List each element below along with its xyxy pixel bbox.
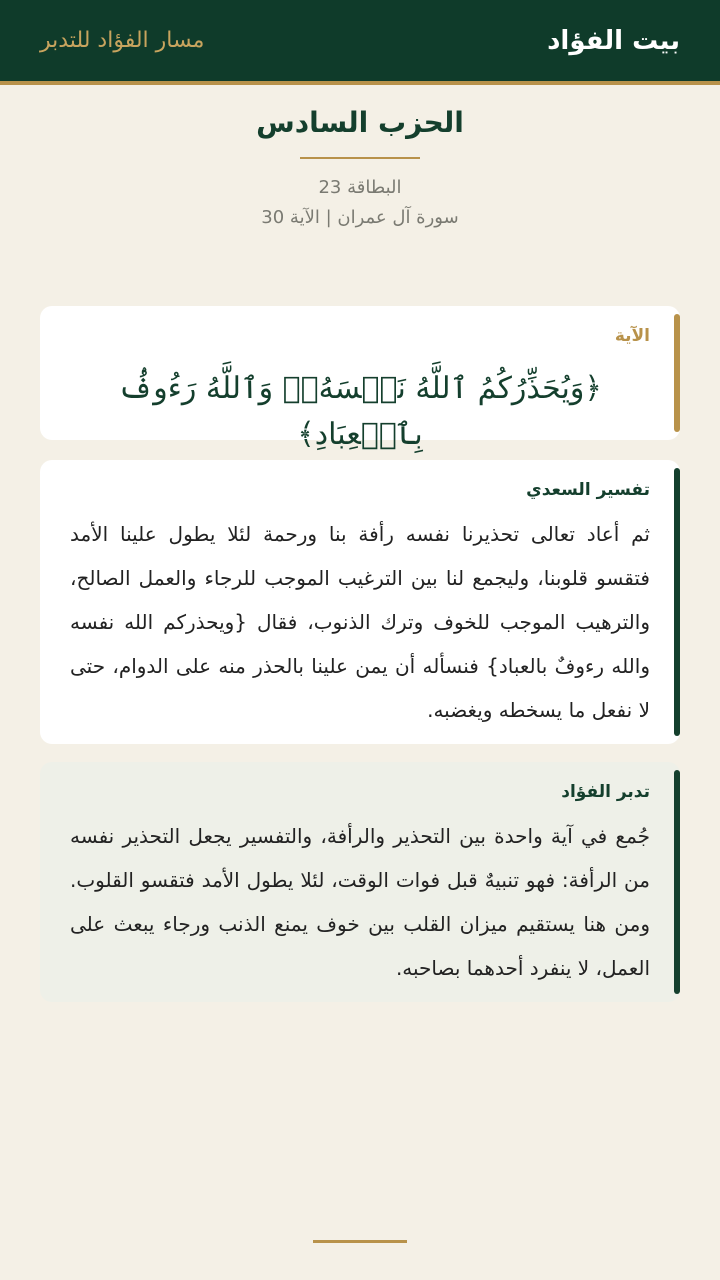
tafsir-card-label: تفسير السعدي	[526, 480, 650, 500]
title-block	[0, 85, 720, 233]
ayah-text: ﴿وَيُحَذِّرُكُمُ ٱللَّهُ نَفۡسَهُۥۗ وَٱللَّهُ رَءُوفُۢ بِٱلۡعِبَادِ﴾	[118, 371, 602, 452]
reflection-card	[40, 762, 680, 1002]
bottom-divider	[313, 1240, 407, 1243]
reflection-card-accent	[674, 770, 680, 994]
surah-location: سورة آل عمران | الآية 30	[261, 207, 459, 228]
reflection-text: جُمع في آية واحدة بين التحذير والرأفة، والتفسير يجعل التحذير نفسه من الرأفة: فهو تنبيهٌ قبل فوات الوقت، لئلا يطول الأمد فتقسو القلوب. ومن هنا يستقيم ميزان القلب بين خوف يمنع الذنب ورجاء يبعث على العمل، لا ينفرد أحدهما بصاحبه.	[70, 824, 650, 980]
card-number: البطاقة 23	[318, 177, 402, 198]
top-bar	[0, 0, 720, 85]
tafsir-text: ثم أعاد تعالى تحذيرنا نفسه رأفة بنا ورحمة لئلا يطول علينا الأمد فتقسو قلوبنا، وليجمع لنا بين الترغيب الموجب للرجاء والعمل الصالح، والترهيب الموجب للخوف وترك الذنوب، فقال {ويحذركم الله نفسه والله رءوفٌ بالعباد} فنسأله أن يمن علينا بالحذر منه على الدوام، حتى لا نفعل ما يسخطه ويغضبه.	[70, 522, 650, 722]
ayah-card-accent	[674, 314, 680, 432]
track-link[interactable]: مسار الفؤاد للتدبر	[40, 28, 205, 53]
page-title: الحزب السادس	[256, 106, 464, 139]
tafsir-card-accent	[674, 468, 680, 736]
reflection-card-label: تدبر الفؤاد	[561, 782, 650, 802]
title-divider	[300, 157, 420, 159]
tafsir-card	[40, 460, 680, 744]
ayah-card-label: الآية	[614, 326, 650, 346]
app-brand[interactable]: بيت الفؤاد	[547, 25, 680, 56]
ayah-card	[40, 306, 680, 452]
